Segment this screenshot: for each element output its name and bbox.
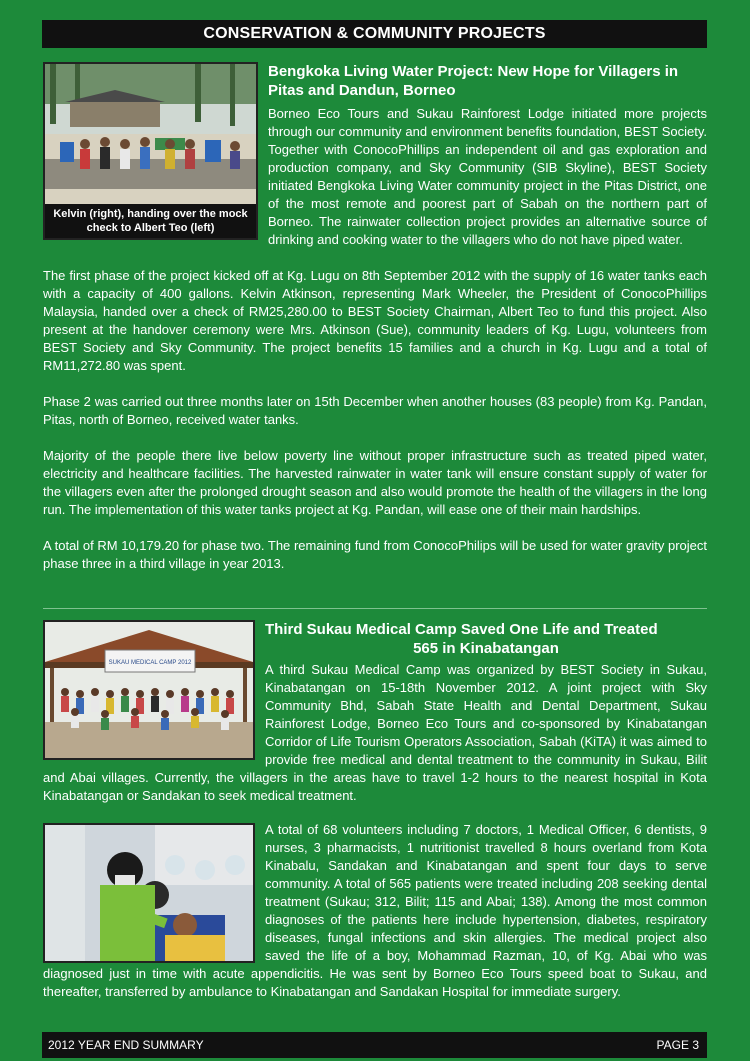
article-title-line2: 565 in Kinabatangan xyxy=(413,640,559,657)
dental-treatment-photo xyxy=(43,823,255,963)
article-title xyxy=(265,620,707,658)
villagers-group-photo xyxy=(43,62,258,240)
page-number: PAGE 3 xyxy=(656,1038,699,1052)
article-paragraph: Borneo Eco Tours and Sukau Rainforest Lodge initiated more projects through our community and environment benefits foundation, BEST Society. Together with ConocoPhillips an independent oil and gas exploration and production company, and Sky Community (SIB Skyline), BEST Society initiated Bengkoka Living Water community project in the Pitas District, one of the most remote and poorest part of Sabah on the northern part of Borneo. The rainwater collection project provides an alternative source of drinking and cooking water to the villagers who do not have piped water. xyxy=(268,106,707,247)
article-bengkoka xyxy=(43,62,707,573)
article-title: Bengkoka Living Water Project: New Hope for Villagers in Pitas and Dandun, Borneo xyxy=(268,63,679,99)
page-footer xyxy=(42,1032,707,1058)
article-paragraph: A total of 68 volunteers including 7 doctors, 1 Medical Officer, 6 dentists, 9 nurses, 3 pharmacists, 1 nutritionist travelled 8 hours overland from Kota Kinabalu, Sandakan and Kinabatangan and spent four days to serve community. A total of 565 patients were treated including 208 seeking dental treatment (Sukau; 312, Bilit; 115 and Abai; 138). Among the most common diagnoses of the patients here include hypertension, diabetes, respiratory diseases, fungal infections and skin allergies. The medical project also saved the life of a boy, Mohammad Razman, 10, of Kg. Abai who was diagnosed just in time with acute appendicitis. He was sent by Borneo Eco Tours speed boat to Sukau, and thereafter, transferred by ambulance to Kinabatangan and Sandakan Hospital for immediate surgery. xyxy=(43,822,707,999)
article-title-line1: Third Sukau Medical Camp Saved One Life and Treated xyxy=(265,621,658,638)
banner-text: SUKAU MEDICAL CAMP 2012 xyxy=(108,660,192,666)
article-medical-camp xyxy=(43,620,707,1001)
article-paragraph: Majority of the people there live below poverty line without proper infrastructure such as treated piped water, electricity and healthcare facilities. The harvested rainwater in water tank will ensure constant supply of water for the villagers even after the prolonged drought season and also would promote the health of the villagers in the long run. The implementation of this water tanks project at Kg. Pandan, will ease one of their main hardships. xyxy=(43,448,707,517)
article-paragraph: The first phase of the project kicked off at Kg. Lugu on 8th September 2012 with the supply of 16 water tanks each with a capacity of 400 gallons. Kelvin Atkinson, representing Mark Wheeler, the President of ConocoPhillips Malaysia, handed over a check of RM25,280.00 to BEST Society Chairman, Albert Teo to fund this project. Also present at the handover ceremony were Mrs. Atkinson (Sue), community leaders of Kg. Lugu, volunteers from BEST Society and Sky Community. The project benefits 15 families and a church in Kg. Lugu and a total of RM11,272.80 was spent. xyxy=(43,268,707,373)
section-divider xyxy=(43,608,707,609)
article-paragraph: Phase 2 was carried out three months later on 15th December when another houses (83 people) from Kg. Pandan, Pitas, north of Borneo, received water tanks. xyxy=(43,394,707,427)
article-paragraph: A total of RM 10,179.20 for phase two. The remaining fund from ConocoPhilips will be used for water gravity project phase three in a third village in year 2013. xyxy=(43,538,707,571)
medical-camp-group-photo xyxy=(43,620,255,760)
section-title: CONSERVATION & COMMUNITY PROJECTS xyxy=(203,25,546,42)
section-header xyxy=(42,20,707,48)
footer-publication: 2012 YEAR END SUMMARY xyxy=(48,1038,204,1052)
article-paragraph: A third Sukau Medical Camp was organized by BEST Society in Sukau, Kinabatangan on 15-18th November 2012. A joint project with Sky Community Bhd, Sabah State Health and Dental Department, Sukau Rainforest Lodge, Borneo Eco Tours and co-sponsored by Kinabatangan Corridor of Life Tourism Operators Association, Sabah (KiTA) it was aimed to provide free medical and dental treatment to the community in Sukau, Bilit and Abai villages. Currently, the villagers in the areas have to travel 1-2 hours to the nearest hospital in Kota Kinabatangan or Sandakan to seek medical treatment. xyxy=(43,662,707,803)
photo-caption: Kelvin (right), handing over the mock check to Albert Teo (left) xyxy=(45,204,256,238)
